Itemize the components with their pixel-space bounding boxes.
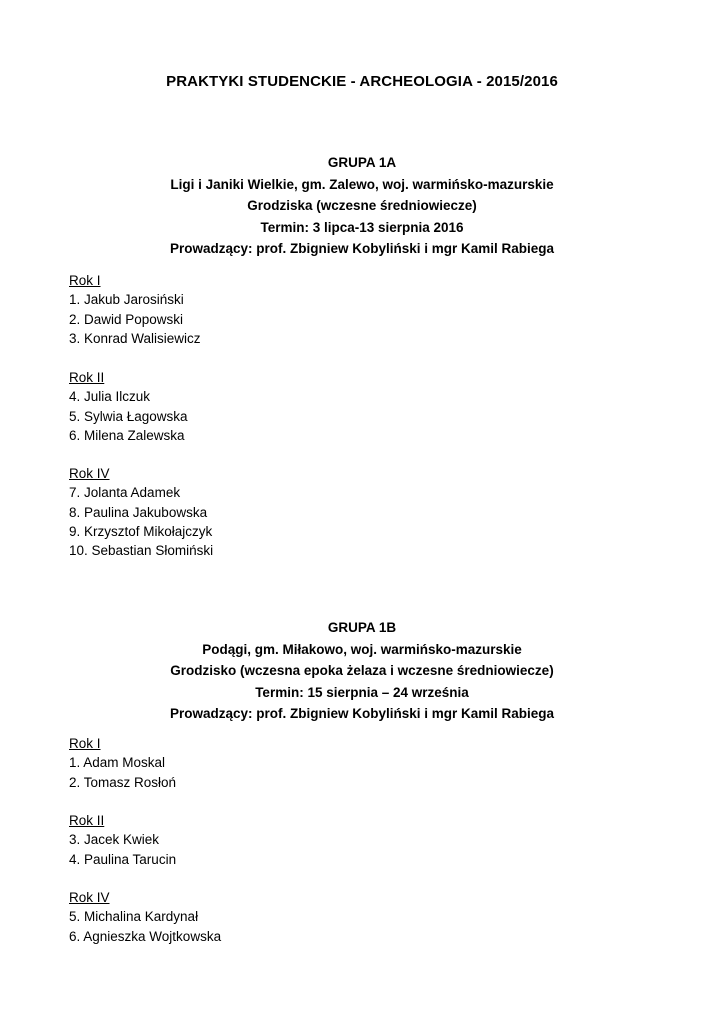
student-item: 10. Sebastian Słomiński: [69, 543, 214, 559]
group-location: Podągi, gm. Miłakowo, woj. warmińsko-mazurskie: [202, 641, 522, 657]
student-item: 8. Paulina Jakubowska: [69, 504, 208, 520]
group-leaders: Prowadzący: prof. Zbigniew Kobyliński i mgr Kamil Rabiega: [169, 706, 555, 721]
group-term: Termin: 3 lipca-13 sierpnia 2016: [260, 219, 464, 235]
group-1b-header: [0, 617, 724, 725]
student-item: 3. Konrad Walisiewicz: [69, 330, 201, 346]
student-item: 7. Jolanta Adamek: [69, 485, 181, 501]
year-label: Rok I: [69, 273, 101, 288]
student-item: 6. Milena Zalewska: [69, 427, 185, 443]
group-term: Termin: 15 sierpnia – 24 września: [255, 684, 469, 700]
year-label: Rok I: [69, 736, 101, 751]
student-item: 5. Sylwia Łagowska: [69, 408, 188, 424]
student-item: 1. Jakub Jarosiński: [69, 292, 184, 308]
group-1a-year-1: [69, 271, 201, 348]
page-title: PRAKTYKI STUDENCKIE - ARCHEOLOGIA - 2015/2016: [166, 73, 558, 90]
group-1a-year-4: [69, 464, 213, 560]
group-name: GRUPA 1A: [327, 155, 397, 170]
group-1b-year-2: [69, 811, 176, 869]
group-location: Ligi i Janiki Wielkie, gm. Zalewo, woj. warmińsko-mazurskie: [170, 176, 554, 192]
student-item: 5. Michalina Kardynał: [69, 909, 199, 925]
student-item: 4. Julia Ilczuk: [69, 389, 151, 405]
student-item: 9. Krzysztof Mikołajczyk: [69, 523, 213, 539]
student-item: 2. Dawid Popowski: [69, 311, 184, 327]
year-label: Rok II: [69, 813, 105, 828]
year-label: Rok II: [69, 370, 105, 385]
group-leaders: Prowadzący: prof. Zbigniew Kobyliński i mgr Kamil Rabiega: [169, 241, 555, 256]
group-1a-header: [0, 152, 724, 260]
student-item: 4. Paulina Tarucin: [69, 851, 177, 867]
student-item: 1. Adam Moskal: [69, 755, 166, 771]
student-item: 6. Agnieszka Wojtkowska: [69, 928, 222, 944]
student-item: 3. Jacek Kwiek: [69, 832, 160, 848]
group-site: Grodzisko (wczesna epoka żelaza i wczesne średniowiecze): [170, 663, 554, 678]
group-name: GRUPA 1B: [327, 620, 397, 635]
group-1b-year-4: [69, 888, 221, 946]
student-item: 2. Tomasz Rosłoń: [69, 774, 177, 790]
year-label: Rok IV: [69, 890, 110, 905]
group-1a-year-2: [69, 368, 188, 445]
group-1b-year-1: [69, 734, 176, 792]
group-site: Grodziska (wczesne średniowiecze): [247, 198, 477, 213]
year-label: Rok IV: [69, 466, 110, 481]
